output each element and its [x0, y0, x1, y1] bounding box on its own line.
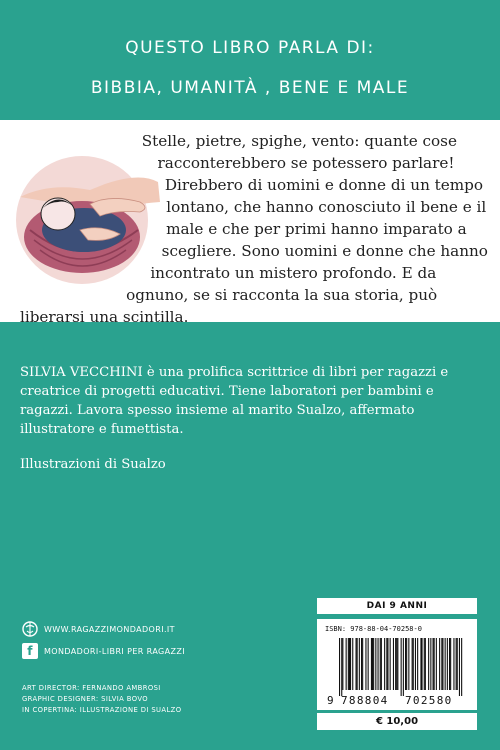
- barcode-bar: [441, 638, 442, 690]
- barcode-bar: [459, 638, 460, 696]
- barcode-bar: [406, 638, 407, 690]
- barcode-bar: [396, 638, 397, 690]
- author-section: [20, 363, 482, 474]
- barcode-bar: [424, 638, 425, 690]
- barcode-bar: [348, 638, 349, 690]
- barcode-bar: [413, 638, 414, 690]
- barcode-bar: [372, 638, 373, 690]
- barcode-bar: [450, 638, 451, 690]
- barcode-bar: [430, 638, 431, 690]
- barcode-bar: [365, 638, 366, 690]
- barcode-bar: [425, 638, 426, 690]
- barcode-bar: [457, 638, 458, 690]
- barcode-bar: [442, 638, 443, 690]
- author-bio: SILVIA VECCHINI è una prolifica scrittrice di libri per ragazzi e creatrice di progetti educativi. Tiene laboratori per bambini e ragazzi. Lavora spesso insieme al marito Sualzo, affermato illustratore e fumettista.: [20, 365, 449, 437]
- barcode-bar: [422, 638, 423, 690]
- barcode-bar: [447, 638, 448, 690]
- barcode-bar: [384, 638, 385, 690]
- barcode-bar: [390, 638, 391, 690]
- barcode-first-digit: 9: [327, 694, 334, 706]
- barcode-bar: [436, 638, 437, 690]
- barcode-right-digits: 702580: [405, 694, 453, 706]
- barcode-bar: [387, 638, 388, 690]
- barcode-bar: [403, 638, 404, 696]
- barcode-bar: [433, 638, 434, 690]
- globe-icon: [22, 621, 38, 637]
- barcode-left-digits: 788804: [341, 694, 389, 706]
- blurb-paragraph: Stelle, pietre, spighe, vento: quante cose racconterebbero se potessero parlare! Direbbero di uomini e donne di un tempo lontano, che hanno conosciuto il bene e il male e che per primi hanno imparato a scegliere. Sono uomini e donne che hanno incontrato un mistero profondo. E da ognuno, se si racconta la sua storia, può liberarsi una scintilla.: [20, 132, 488, 326]
- barcode-bar: [461, 638, 462, 696]
- isbn-barcode-box: [317, 619, 477, 710]
- barcode-bar: [371, 638, 372, 690]
- barcode-bar: [434, 638, 435, 690]
- blurb-band: [0, 120, 500, 326]
- illustration-credit: Illustrazioni di Sualzo: [20, 457, 166, 472]
- barcode-bar: [359, 638, 360, 690]
- barcode-bar: [341, 638, 342, 696]
- art-director-credit: ART DIRECTOR: FERNANDO AMBROSI: [22, 684, 161, 692]
- facebook-icon: f: [22, 643, 38, 659]
- credits: [22, 683, 181, 716]
- topic-line-2: BIBBIA, UMANITÀ , BENE E MALE: [90, 78, 410, 98]
- barcode-bar: [361, 638, 362, 690]
- website-label: WWW.RAGAZZIMONDADORI.IT: [44, 624, 175, 634]
- barcode-bar: [339, 638, 340, 696]
- facebook-link[interactable]: [22, 640, 185, 662]
- barcode-bar: [381, 638, 382, 690]
- barcode-bar: [420, 638, 421, 690]
- barcode-bar: [393, 638, 394, 690]
- barcode-bar: [408, 638, 409, 690]
- barcode-bar: [357, 638, 358, 690]
- barcode-bar: [350, 638, 351, 690]
- barcode-bar: [356, 638, 357, 690]
- graphic-designer-credit: GRAPHIC DESIGNER: SILVIA BOVO: [22, 695, 149, 703]
- barcode-bar: [412, 638, 413, 690]
- barcode-bar: [415, 638, 416, 690]
- topic-header: [0, 0, 500, 120]
- barcode-bar: [352, 638, 353, 690]
- barcode-bar: [373, 638, 374, 690]
- barcode-bar: [378, 638, 379, 690]
- barcode-bar: [386, 638, 387, 690]
- age-label: DAI 9 ANNI: [317, 598, 477, 614]
- price-label: € 10,00: [317, 713, 477, 730]
- cover-credit: IN COPERTINA: ILLUSTRAZIONE DI SUALZO: [22, 706, 182, 714]
- barcode-bar: [456, 638, 457, 690]
- barcode-bar: [362, 638, 363, 690]
- barcode-bar: [417, 638, 418, 690]
- footer-links: [22, 618, 185, 662]
- barcode-bar: [428, 638, 429, 690]
- barcode-bar: [405, 638, 406, 690]
- illustration-space: [20, 144, 170, 294]
- barcode-bar: [368, 638, 369, 690]
- barcode-bar: [375, 638, 376, 690]
- barcode-bar: [401, 638, 402, 696]
- barcode-bar: [349, 638, 350, 690]
- barcode-bar: [342, 638, 343, 690]
- isbn-text: ISBN: 978-88-04-70258-0: [325, 625, 422, 633]
- barcode-bar: [453, 638, 454, 690]
- barcode-bar: [445, 638, 446, 690]
- barcode-bar: [397, 638, 398, 690]
- barcode-bar: [346, 638, 347, 690]
- barcode: [325, 636, 469, 706]
- barcode-bar: [439, 638, 440, 690]
- barcode-bar: [380, 638, 381, 690]
- blurb-text: [20, 130, 490, 328]
- barcode-bar: [395, 638, 396, 690]
- topic-line-1: QUESTO LIBRO PARLA DI:: [125, 38, 375, 58]
- website-link[interactable]: [22, 618, 185, 640]
- barcode-bar: [449, 638, 450, 690]
- facebook-label: MONDADORI-LIBRI PER RAGAZZI: [44, 646, 186, 656]
